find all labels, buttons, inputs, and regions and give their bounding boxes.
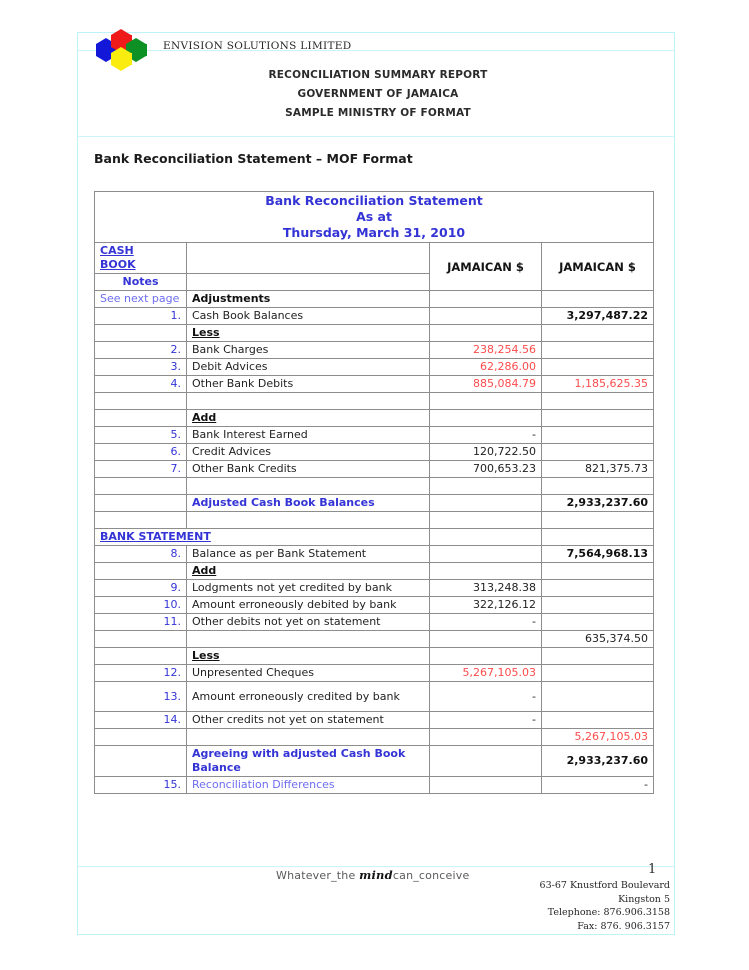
amount-col-2-cell [542, 529, 654, 546]
note-number-cell: 12. [95, 665, 187, 682]
table-row [95, 631, 654, 648]
amount-col-1-cell: 313,248.38 [430, 580, 542, 597]
tagline-mind: mind [359, 868, 393, 882]
amount-col-1-cell [430, 325, 542, 342]
amount-col-1-cell [430, 410, 542, 427]
amount-col-1-cell [430, 308, 542, 325]
note-number-cell: 5. [95, 427, 187, 444]
table-row [95, 580, 654, 597]
amount-col-2-cell: - [542, 777, 654, 794]
bank-reconciliation-table [94, 191, 654, 794]
report-title-line-1: RECONCILIATION SUMMARY REPORT [268, 69, 488, 81]
note-number-cell [95, 495, 187, 512]
table-row [95, 342, 654, 359]
note-number-cell: 9. [95, 580, 187, 597]
table-row [95, 614, 654, 631]
description-cell: Other debits not yet on statement [187, 614, 430, 631]
cash-book-line-2: BOOK [100, 258, 136, 271]
description-cell: Amount erroneously debited by bank [187, 597, 430, 614]
amount-col-1-cell [430, 746, 542, 777]
description-cell: Agreeing with adjusted Cash Book Balance [187, 746, 430, 777]
table-row [95, 444, 654, 461]
amount-col-1-cell: 120,722.50 [430, 444, 542, 461]
table-title-line-2: As at [356, 209, 392, 224]
amount-col-2-cell [542, 291, 654, 308]
note-number-cell: 15. [95, 777, 187, 794]
note-number-cell [95, 325, 187, 342]
address-line-1: 63-67 Knustford Boulevard [539, 880, 670, 891]
logo-hexagon-yellow-icon [111, 53, 132, 65]
amount-col-1-cell: - [430, 682, 542, 712]
amount-col-1-cell [430, 495, 542, 512]
note-number-cell: See next page [95, 291, 187, 308]
address-line-3: Telephone: 876.906.3158 [547, 907, 670, 918]
company-name: ENVISION SOLUTIONS LIMITED [163, 40, 352, 52]
description-cell [187, 478, 430, 495]
description-cell: Debit Advices [187, 359, 430, 376]
table-row [95, 291, 654, 308]
note-number-cell [95, 478, 187, 495]
note-number-cell: 1. [95, 308, 187, 325]
description-cell: Bank Interest Earned [187, 427, 430, 444]
tagline-after: can_conceive [392, 869, 470, 882]
table-row [95, 393, 654, 410]
amount-col-1-cell [430, 478, 542, 495]
amount-col-2-cell [542, 512, 654, 529]
note-number-cell [95, 512, 187, 529]
table-title-line-1: Bank Reconciliation Statement [265, 193, 483, 208]
description-cell [187, 729, 430, 746]
amount-col-2-cell: 2,933,237.60 [542, 495, 654, 512]
table-row [95, 478, 654, 495]
column-header-description [187, 243, 430, 274]
note-number-cell: 8. [95, 546, 187, 563]
amount-col-1-cell: - [430, 614, 542, 631]
amount-col-2-cell [542, 359, 654, 376]
report-title-block [198, 66, 558, 123]
column-header-currency-2: JAMAICAN $ [542, 243, 654, 291]
amount-col-1-cell [430, 631, 542, 648]
description-cell [187, 631, 430, 648]
table-row [95, 308, 654, 325]
table-row [95, 427, 654, 444]
column-header-cash-book-notes [95, 243, 187, 274]
table-title-line-3: Thursday, March 31, 2010 [282, 225, 466, 240]
description-cell: Less [187, 648, 430, 665]
note-number-cell [95, 648, 187, 665]
description-cell: Credit Advices [187, 444, 430, 461]
amount-col-2-cell [542, 648, 654, 665]
table-row [95, 495, 654, 512]
amount-col-2-cell: 2,933,237.60 [542, 746, 654, 777]
tagline-before: Whatever_the [276, 869, 360, 882]
note-number-cell: 10. [95, 597, 187, 614]
cash-book-line-1: CASH [100, 244, 134, 257]
description-cell: Balance as per Bank Statement [187, 546, 430, 563]
description-cell: Adjusted Cash Book Balances [187, 495, 430, 512]
amount-col-2-cell: 7,564,968.13 [542, 546, 654, 563]
note-number-cell: 7. [95, 461, 187, 478]
table-title-row [95, 192, 654, 243]
table-row [95, 746, 654, 777]
description-cell: Bank Charges [187, 342, 430, 359]
amount-col-2-cell: 3,297,487.22 [542, 308, 654, 325]
column-header-currency-1: JAMAICAN $ [430, 243, 542, 291]
note-number-cell: 2. [95, 342, 187, 359]
table-row [95, 410, 654, 427]
table-row [95, 461, 654, 478]
amount-col-2-cell: 5,267,105.03 [542, 729, 654, 746]
note-number-cell [95, 393, 187, 410]
amount-col-1-cell [430, 546, 542, 563]
header-rule-bottom [78, 136, 674, 137]
table-row [95, 777, 654, 794]
amount-col-2-cell: 821,375.73 [542, 461, 654, 478]
note-number-cell: 3. [95, 359, 187, 376]
amount-col-1-cell [430, 729, 542, 746]
report-title-line-2: GOVERNMENT OF JAMAICA [297, 88, 459, 100]
description-cell [187, 512, 430, 529]
description-cell: Unpresented Cheques [187, 665, 430, 682]
description-cell: Amount erroneously credited by bank [187, 682, 430, 712]
table-row [95, 563, 654, 580]
column-header-notes: Notes [95, 274, 187, 291]
amount-col-1-cell [430, 563, 542, 580]
table-row [95, 325, 654, 342]
note-number-cell: 14. [95, 712, 187, 729]
amount-col-2-cell [542, 614, 654, 631]
footer-tagline [276, 868, 469, 882]
amount-col-2-cell [542, 563, 654, 580]
address-line-4: Fax: 876. 906.3157 [577, 920, 670, 932]
amount-col-1-cell [430, 393, 542, 410]
note-number-cell [95, 631, 187, 648]
table-row [95, 376, 654, 393]
amount-col-1-cell: 322,126.12 [430, 597, 542, 614]
table-row [95, 529, 654, 546]
subheader-description-blank [187, 274, 430, 291]
footer-address [540, 879, 670, 933]
amount-col-2-cell [542, 478, 654, 495]
amount-col-2-cell: 1,185,625.35 [542, 376, 654, 393]
table-row [95, 665, 654, 682]
note-number-cell [95, 746, 187, 777]
amount-col-1-cell: 885,084.79 [430, 376, 542, 393]
note-number-cell: 6. [95, 444, 187, 461]
amount-col-2-cell [542, 682, 654, 712]
section-header: BANK STATEMENT [95, 529, 430, 546]
description-cell: Lodgments not yet credited by bank [187, 580, 430, 597]
amount-col-2-cell [542, 665, 654, 682]
description-cell: Adjustments [187, 291, 430, 308]
note-number-cell: 13. [95, 682, 187, 712]
amount-col-2-cell [542, 427, 654, 444]
report-title-line-3: SAMPLE MINISTRY OF FORMAT [285, 107, 471, 119]
table-body [95, 192, 654, 794]
amount-col-1-cell: - [430, 427, 542, 444]
description-cell: Other Bank Debits [187, 376, 430, 393]
amount-col-2-cell [542, 597, 654, 614]
amount-col-1-cell: 238,254.56 [430, 342, 542, 359]
footer-rule [78, 866, 674, 867]
table-row [95, 546, 654, 563]
amount-col-1-cell: 5,267,105.03 [430, 665, 542, 682]
table-row [95, 648, 654, 665]
table-row [95, 512, 654, 529]
description-cell: Cash Book Balances [187, 308, 430, 325]
amount-col-2-cell [542, 444, 654, 461]
table-title-cell [95, 192, 654, 243]
table-row [95, 359, 654, 376]
page-number: 1 [648, 862, 657, 877]
note-number-cell: 11. [95, 614, 187, 631]
amount-col-1-cell: 62,286.00 [430, 359, 542, 376]
amount-col-1-cell: - [430, 712, 542, 729]
amount-col-1-cell [430, 529, 542, 546]
note-number-cell [95, 410, 187, 427]
amount-col-2-cell [542, 393, 654, 410]
description-cell: Other Bank Credits [187, 461, 430, 478]
amount-col-1-cell [430, 648, 542, 665]
description-cell [187, 393, 430, 410]
note-number-cell [95, 729, 187, 746]
note-number-cell: 4. [95, 376, 187, 393]
table-row [95, 729, 654, 746]
address-line-2: Kingston 5 [618, 893, 670, 905]
amount-col-2-cell [542, 342, 654, 359]
amount-col-2-cell [542, 712, 654, 729]
description-cell: Add [187, 410, 430, 427]
description-cell: Reconciliation Differences [187, 777, 430, 794]
amount-col-1-cell [430, 777, 542, 794]
amount-col-2-cell: 635,374.50 [542, 631, 654, 648]
amount-col-2-cell [542, 580, 654, 597]
description-cell: Other credits not yet on statement [187, 712, 430, 729]
description-cell: Add [187, 563, 430, 580]
note-number-cell [95, 563, 187, 580]
amount-col-1-cell [430, 512, 542, 529]
page-heading: Bank Reconciliation Statement – MOF Format [94, 151, 413, 166]
company-logo [95, 28, 149, 70]
amount-col-2-cell [542, 410, 654, 427]
table-row [95, 597, 654, 614]
description-cell: Less [187, 325, 430, 342]
amount-col-1-cell [430, 291, 542, 308]
table-row [95, 682, 654, 712]
table-row [95, 712, 654, 729]
table-header-row [95, 243, 654, 274]
amount-col-2-cell [542, 325, 654, 342]
amount-col-1-cell: 700,653.23 [430, 461, 542, 478]
